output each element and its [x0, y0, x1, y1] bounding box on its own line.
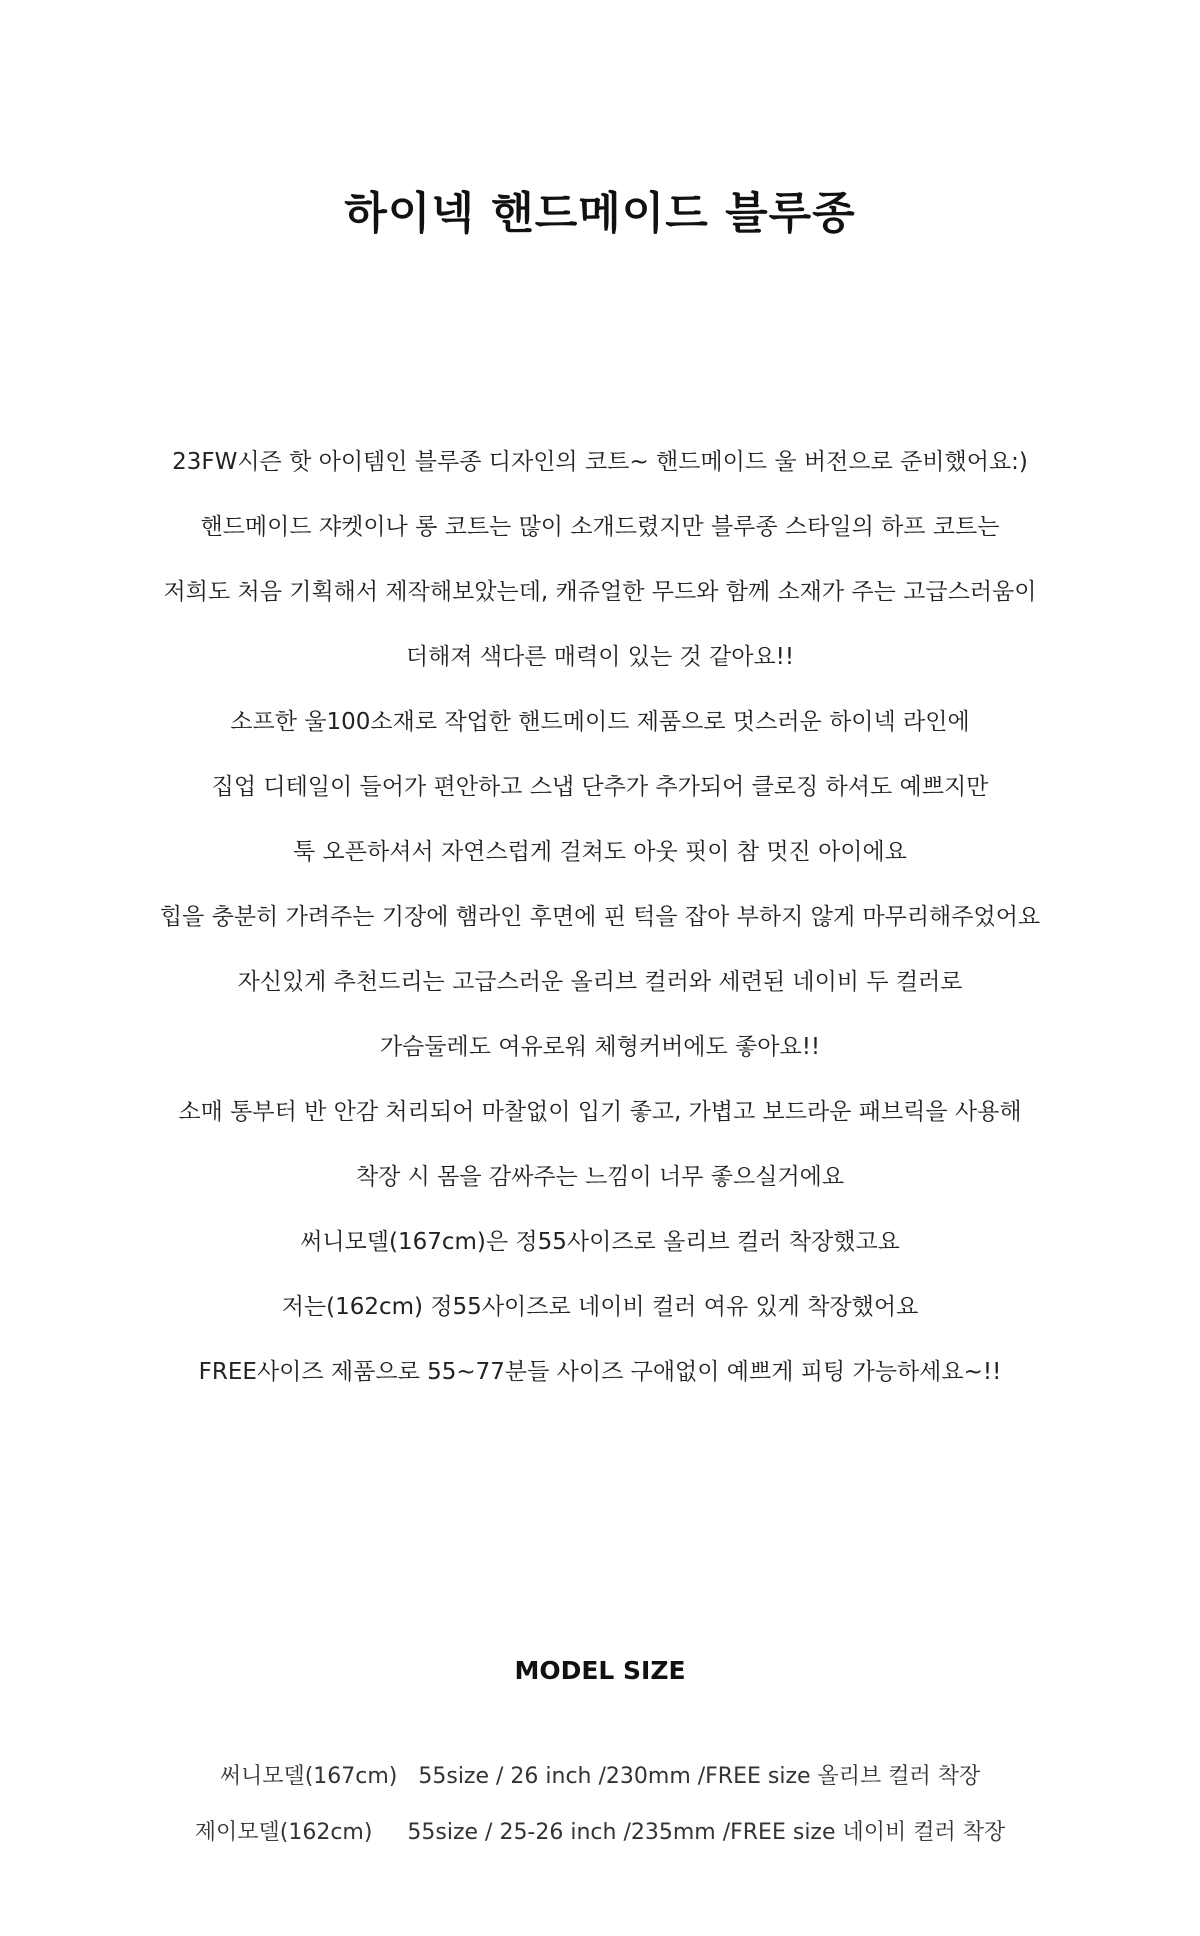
description-line: 힙을 충분히 가려주는 기장에 햄라인 후면에 핀 턱을 잡아 부하지 않게 마무리해주었어요 — [159, 904, 1041, 930]
model-size-heading: MODEL SIZE — [514, 1656, 686, 1685]
description-line: FREE사이즈 제품으로 55~77분들 사이즈 구애없이 예쁘게 피팅 가능하세요~!! — [198, 1359, 1002, 1385]
model-size-list — [0, 1749, 1200, 1861]
description-line: 가슴둘레도 여유로워 체형커버에도 좋아요!! — [379, 1034, 821, 1060]
description-line: 소프한 울100소재로 작업한 핸드메이드 제품으로 멋스러운 하이넥 라인에 — [230, 709, 970, 735]
description-line: 착장 시 몸을 감싸주는 느낌이 너무 좋으실거에요 — [355, 1164, 845, 1190]
description-line: 더해져 색다른 매력이 있는 것 같아요!! — [405, 644, 795, 670]
product-title: 하이넥 핸드메이드 블루종 — [344, 188, 856, 239]
description-line: 핸드메이드 쟈켓이나 롱 코트는 많이 소개드렸지만 블루종 스타일의 하프 코트는 — [200, 514, 1000, 540]
description-line: 23FW시즌 핫 아이템인 블루종 디자인의 코트~ 핸드메이드 울 버전으로 준비했어요:) — [172, 449, 1028, 475]
model-size-row: 제이모델(162cm) 55size / 25-26 inch /235mm /FREE size 네이비 컬러 착장 — [194, 1820, 1006, 1845]
description-line: 툭 오픈하셔서 자연스럽게 걸쳐도 아웃 핏이 참 멋진 아이에요 — [293, 839, 907, 865]
description-line: 저는(162cm) 정55사이즈로 네이비 컬러 여유 있게 착장했어요 — [281, 1294, 919, 1320]
description-line: 자신있게 추천드리는 고급스러운 올리브 컬러와 세련된 네이비 두 컬러로 — [237, 969, 963, 995]
description-line: 소매 통부터 반 안감 처리되어 마찰없이 입기 좋고, 가볍고 보드라운 패브릭을 사용해 — [178, 1099, 1022, 1125]
description-line: 저희도 처음 기획해서 제작해보았는데, 캐쥬얼한 무드와 함께 소재가 주는 고급스러움이 — [163, 579, 1037, 605]
description-line: 써니모델(167cm)은 정55사이즈로 올리브 컬러 착장했고요 — [300, 1229, 900, 1255]
product-description — [0, 430, 1200, 1405]
model-size-row: 써니모델(167cm) 55size / 26 inch /230mm /FREE size 올리브 컬러 착장 — [219, 1764, 981, 1789]
description-line: 집업 디테일이 들어가 편안하고 스냅 단추가 추가되어 클로징 하셔도 예쁘지만 — [211, 774, 989, 800]
